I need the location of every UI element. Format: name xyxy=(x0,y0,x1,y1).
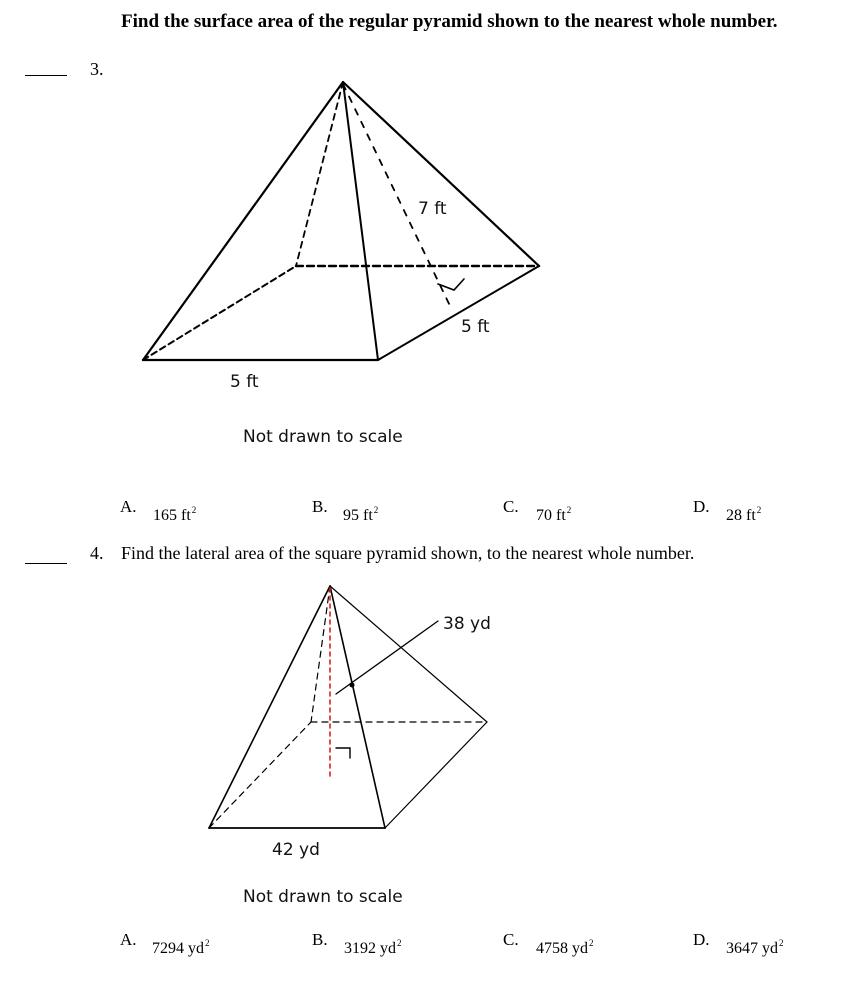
q4-choice-c-exp: 2 xyxy=(589,938,594,948)
pyramid4-slant-point xyxy=(350,683,355,688)
question-4-number: 4. xyxy=(90,543,104,563)
q4-choice-b-value: 3192 yd xyxy=(344,940,396,957)
q3-choice-c-value: 70 ft xyxy=(536,507,566,524)
instruction-heading: Find the surface area of the regular pyramid shown to the nearest whole number. xyxy=(121,11,778,32)
q4-choice-d[interactable] xyxy=(726,938,784,958)
q3-choice-b-letter: B. xyxy=(312,497,328,516)
q4-choice-a-exp: 2 xyxy=(205,938,210,948)
q4-choice-a-value: 7294 yd xyxy=(152,940,204,957)
q4-choice-b[interactable] xyxy=(344,938,402,958)
q4-choice-d-exp: 2 xyxy=(779,938,784,948)
q3-choice-d-letter: D. xyxy=(693,497,710,516)
q4-choice-b-exp: 2 xyxy=(397,938,402,948)
q3-choice-d-value: 28 ft xyxy=(726,507,756,524)
q4-choice-d-letter: D. xyxy=(693,930,710,949)
pyramid4-scale-note: Not drawn to scale xyxy=(243,887,403,907)
q4-choice-c-letter: C. xyxy=(503,930,519,949)
pyramid3-scale-note: Not drawn to scale xyxy=(243,427,403,447)
pyramid4-hidden-left xyxy=(209,722,311,828)
q3-choice-b-value: 95 ft xyxy=(343,507,373,524)
pyramid4-edge-left xyxy=(209,586,330,828)
q4-choice-a-letter: A. xyxy=(120,930,137,949)
pyramid4-edge-front xyxy=(330,586,385,828)
q3-choice-c-exp: 2 xyxy=(566,505,572,515)
pyramid3-base-label: 5 ft xyxy=(230,372,259,392)
q3-choice-a-letter: A. xyxy=(120,497,137,516)
pyramid4-base-right xyxy=(385,722,487,828)
question-4-text: Find the lateral area of the square pyramid shown, to the nearest whole number. xyxy=(121,543,695,563)
pyramid3-slant-label: 7 ft xyxy=(418,199,447,219)
q3-choice-c-letter: C. xyxy=(503,497,519,516)
q4-choice-b-letter: B. xyxy=(312,930,328,949)
q3-choice-b-exp: 2 xyxy=(373,505,379,515)
pyramid4-right-angle-mark xyxy=(336,748,350,758)
q3-choice-d-exp: 2 xyxy=(756,505,762,515)
q3-choice-a-value: 165 ft xyxy=(153,507,191,524)
question-3-number: 3. xyxy=(90,59,104,79)
q4-choice-c-value: 4758 yd xyxy=(536,940,588,957)
q4-choice-a[interactable] xyxy=(152,938,210,958)
q4-choice-c[interactable] xyxy=(536,938,594,958)
pyramid4-slant-label: 38 yd xyxy=(443,614,491,634)
pyramid4-base-label: 42 yd xyxy=(272,840,320,860)
q4-choice-d-value: 3647 yd xyxy=(726,940,778,957)
pyramid4-edge-right xyxy=(330,586,487,722)
q3-choice-a-exp: 2 xyxy=(191,505,197,515)
pyramid3-side-label: 5 ft xyxy=(461,317,490,337)
